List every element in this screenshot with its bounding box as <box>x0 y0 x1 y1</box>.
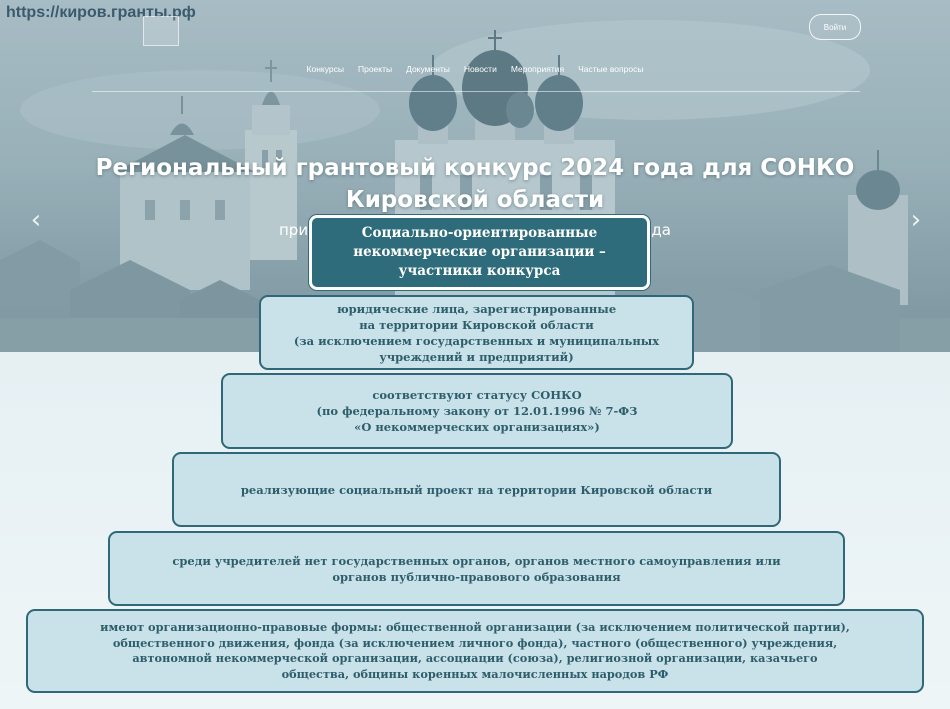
login-button[interactable]: Войти <box>809 14 861 40</box>
pyramid-top-line: участники конкурса <box>398 263 561 279</box>
level-line: на территории Кировской области <box>359 317 594 332</box>
level-line: среди учредителей нет государственных органов, органов местного самоуправления или <box>172 553 781 568</box>
level-line: общества, общины коренных малочисленных народов РФ <box>281 666 669 681</box>
pyramid-top-line: Социально-ориентированные <box>361 225 598 241</box>
pyramid-level-5 <box>26 609 924 693</box>
hero-title-line-2: Кировской области <box>345 187 605 213</box>
chevron-left-icon[interactable]: ‹ <box>30 205 42 235</box>
pyramid-level-4 <box>108 531 845 606</box>
nav-item-documents[interactable]: Документы <box>406 64 450 74</box>
nav-item-projects[interactable]: Проекты <box>357 64 393 74</box>
hero-subtitle-left: при <box>279 221 309 239</box>
level-line: (за исключением государственных и муниципальных <box>293 333 660 348</box>
pyramid-top-line: некоммерческие организации – <box>353 244 606 260</box>
level-line: реализующие социальный проект на территории Кировской области <box>240 482 713 497</box>
site-url: https://киров.гранты.рф <box>6 4 196 21</box>
level-line: «О некоммерческих организациях») <box>354 420 600 434</box>
site-logo[interactable] <box>143 16 179 46</box>
level-line: соответствуют статусу СОНКО <box>372 388 582 402</box>
level-line: учреждений и предприятий) <box>379 349 574 364</box>
main-nav <box>0 64 950 78</box>
nav-item-events[interactable]: Мероприятия <box>510 64 565 74</box>
level-line: имеют организационно-правовые формы: общественной организации (за исключением политической партии), <box>100 620 850 634</box>
nav-item-contests[interactable]: Конкурсы <box>306 64 344 74</box>
nav-divider <box>92 91 860 92</box>
pyramid-top-box <box>309 215 650 290</box>
nav-item-faq[interactable]: Частые вопросы <box>578 64 644 74</box>
chevron-right-icon[interactable]: › <box>910 205 922 235</box>
level-line: автономной некоммерческой организации, ассоциации (союза), религиозной организации, казачьего <box>132 651 818 665</box>
nav-item-news[interactable]: Новости <box>463 64 497 74</box>
hero-title <box>60 152 890 216</box>
pyramid-level-1 <box>259 295 694 370</box>
pyramid-level-3 <box>172 452 781 527</box>
level-line: (по федеральному закону от 12.01.1996 № 7-ФЗ <box>316 404 638 418</box>
level-line: органов публично-правового образования <box>332 569 621 584</box>
level-line: юридические лица, зарегистрированные <box>336 301 617 316</box>
pyramid-level-2 <box>221 373 733 449</box>
level-line: общественного движения, фонда (за исключением личного фонда), частного (общественного) учреждения, <box>112 635 838 650</box>
hero-title-line-1: Региональный грантовый конкурс 2024 года для СОНКО <box>95 155 855 181</box>
hero-subtitle-right: да <box>651 221 671 239</box>
